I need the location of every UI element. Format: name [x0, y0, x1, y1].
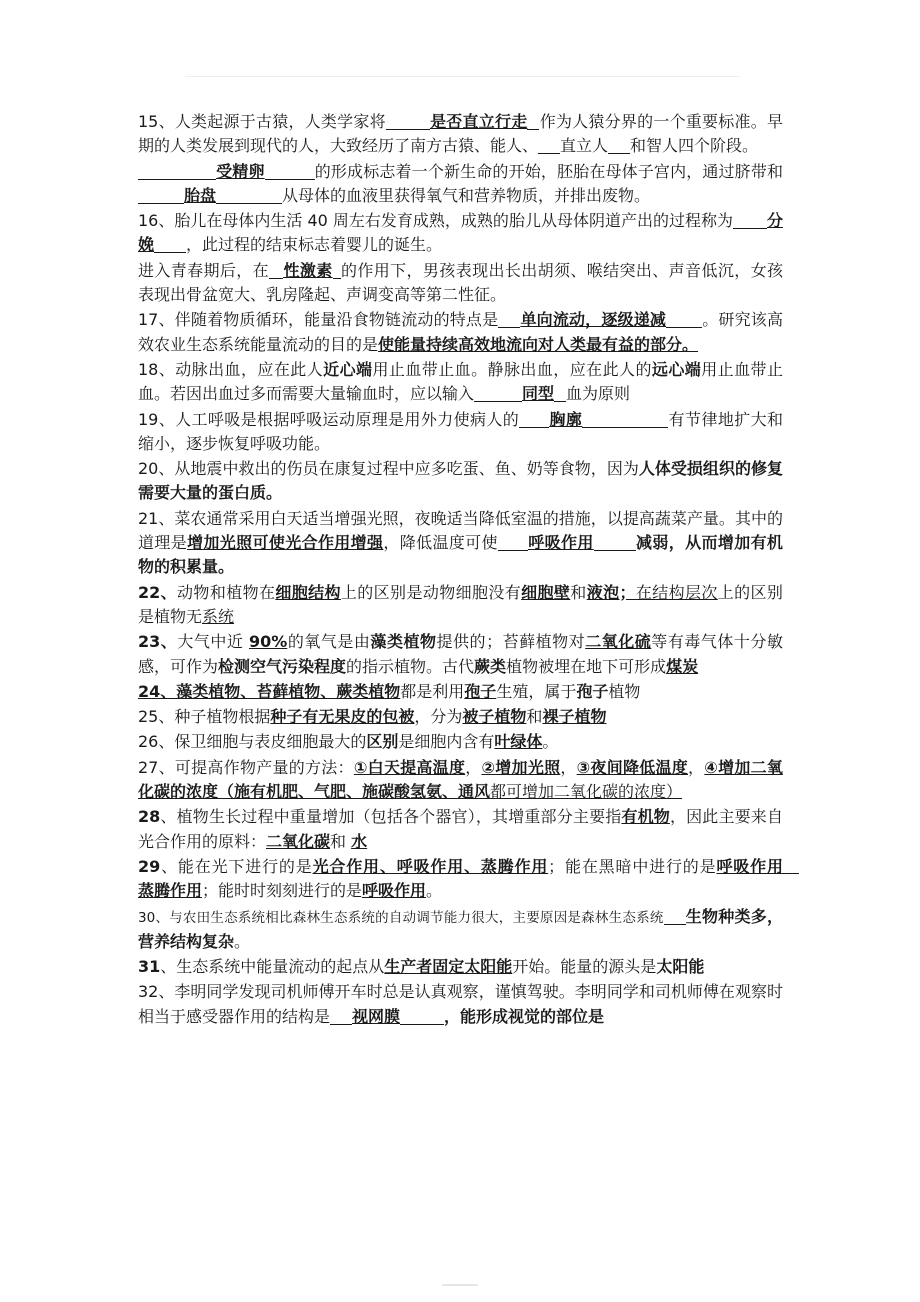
answer-text: 31 — [138, 957, 161, 977]
question-text: 从母体的血液里获得氧气和营养物质，并排出废物。 — [282, 185, 651, 205]
question-text: 的指示植物。古代 — [346, 656, 475, 676]
answer-text: 光合作用、呼吸作用、蒸腾作用 — [312, 856, 549, 876]
question-text: 19、人工呼吸是根据呼吸运动原理是用外力使病人的 — [138, 409, 520, 429]
question-paragraph — [138, 756, 783, 805]
answer-blank — [138, 187, 184, 204]
answer-text: 呼吸作用 蒸腾作用 — [138, 856, 799, 901]
document-body — [138, 110, 799, 1030]
answer-text: 被子植物 — [462, 707, 527, 727]
answer-text: ③夜间降低温度 — [576, 757, 689, 777]
question-text: 的作用下，男孩表现出长出胡须、喉结突出、声音低沉，女孩表现出骨盆宽大、乳房隆起、声调变高等第二性征。 — [138, 260, 783, 305]
answer-blank — [519, 411, 549, 428]
answer-blank — [333, 262, 341, 279]
answer-blank — [554, 385, 566, 402]
answer-text: 受精卵 — [216, 161, 265, 181]
question-paragraph — [138, 730, 783, 754]
question-text: ，此过程的结束标志着婴儿的诞生。 — [186, 235, 443, 255]
answer-text: 区别 — [366, 732, 399, 752]
question-text: 26、保卫细胞与表皮细胞最大的 — [138, 732, 367, 752]
question-text: 的氧气是由 — [287, 632, 371, 652]
answer-text: 孢子 — [576, 681, 609, 701]
question-text: ；能时时刻刻进行的是 — [202, 881, 363, 901]
answer-text: 单向流动，逐级递减 — [520, 310, 667, 330]
question-paragraph — [138, 680, 783, 704]
question-text: 用止血带止血。若因出血过多而需要大量输血时，应以输入 — [138, 359, 783, 404]
question-text: 进入青春期后，在 — [138, 260, 270, 280]
question-text: 、生态系统中能量流动的起点从 — [160, 957, 385, 977]
answer-blank — [269, 262, 283, 279]
answer-text: 煤炭 — [666, 656, 699, 676]
question-text: 20、从地震中救出的伤员在康复过程中应多吃蛋、鱼、奶等食物，因为 — [138, 459, 639, 479]
answer-text: 光合作用增强 — [285, 533, 384, 553]
answer-text: 叶绿体 — [494, 732, 543, 752]
answer-blank — [154, 236, 186, 253]
answer-text: ，能形成视觉的部位是 — [444, 1006, 605, 1026]
question-text: 。 — [234, 931, 251, 951]
question-text: 有节律地扩大和缩小，逐步恢复呼吸功能。 — [138, 409, 783, 453]
question-text: 上的区别是植物无 — [138, 582, 783, 626]
answer-blank — [498, 534, 528, 551]
question-text: ，分为 — [414, 707, 463, 727]
answer-text: 生产者固定太阳能 — [384, 957, 513, 977]
answer-blank — [330, 1008, 352, 1025]
question-paragraph — [138, 259, 783, 308]
question-text: 是细胞内含有 — [398, 732, 495, 752]
answer-text: 减弱，从而增加有机物的积累量。 — [138, 533, 783, 577]
question-paragraph — [138, 805, 783, 854]
question-paragraph — [138, 408, 783, 457]
answer-text: 二氧化碳 — [266, 831, 331, 851]
question-text: 动物和植物在 — [177, 582, 276, 602]
question-text: 等有毒气体十分敏感，可作为 — [138, 632, 783, 676]
answer-text: 胎盘 — [184, 185, 217, 205]
answer-blank — [666, 311, 702, 328]
question-text: 32、李明同学发现司机师傅开车时总是认真观察，谨慎驾驶。李明同学和司机师傅在观察时相当于感受器作用的结构是 — [138, 982, 783, 1026]
question-paragraph — [138, 308, 783, 357]
question-text: ，降低温度可使 — [383, 533, 498, 553]
question-text: ；能在黑暗中进行的是 — [548, 856, 717, 876]
answer-blank — [474, 385, 522, 402]
question-paragraph — [138, 955, 783, 979]
answer-text: 28 — [138, 807, 161, 827]
question-paragraph — [138, 160, 783, 209]
answer-text: 使能量持续高效地流向对人类最有益的部分。 — [378, 334, 699, 354]
question-text: 作为人猿分界的一个重要标准。早期的人类发展到现代的人，大致经历了南方古猿、能人、 — [138, 112, 783, 156]
question-text: 都是利用 — [400, 681, 465, 701]
question-text: 在结构层次 — [635, 582, 718, 602]
question-text: 、植物生长过程中重量增加（包括各个器官），其增重部分主要指 — [160, 807, 622, 827]
answer-text: 22、 — [138, 582, 178, 602]
answer-text: 29 — [138, 856, 161, 876]
answer-blank — [400, 1008, 444, 1025]
answer-text: 远心端 — [651, 359, 702, 379]
answer-text: 视网膜 — [352, 1006, 401, 1026]
question-text: 18、动脉出血，应在此人 — [138, 359, 324, 379]
question-paragraph — [138, 980, 783, 1029]
answer-blank — [608, 137, 630, 154]
question-text: 开始。能量的源头是 — [512, 957, 657, 977]
answer-blank — [138, 163, 216, 180]
answer-text: 是否直立行走 — [429, 112, 528, 131]
question-paragraph — [138, 110, 783, 159]
answer-blank — [386, 113, 430, 130]
question-text: 。研究该高效农业生态系统能量流动的目的是 — [138, 310, 783, 354]
answer-text: ①白天提高温度 — [353, 757, 466, 777]
answer-text: 种子有无果皮的包被 — [270, 707, 415, 727]
answer-text: 细胞结构 — [275, 582, 341, 602]
answer-blank — [498, 311, 520, 328]
answer-text: 性激素 — [283, 260, 333, 280]
question-text: 和 — [330, 831, 352, 851]
answer-text: 23、 — [138, 632, 178, 652]
question-text: 21、菜农通常采用白天适当增强光照，夜晚适当降低室温的措施，以提高蔬菜产量。其中的道理是 — [138, 508, 783, 553]
answer-text: 检测空气污染程度 — [218, 656, 347, 676]
question-text: 25、种子植物根据 — [138, 707, 271, 727]
answer-text: 增加光照可使 — [187, 533, 286, 553]
answer-blank — [265, 163, 315, 180]
question-text: 和 — [570, 582, 587, 602]
answer-text: 呼吸作用 — [362, 881, 427, 901]
answer-text: ④增加二氧化碳的浓度（施有机肥、气肥、施碳酸氢氨、通风 — [138, 757, 783, 802]
question-text: 30、与农田生态系统相比森林生态系统的自动调节能力很大，主要原因是森林生态系统 — [138, 909, 664, 926]
answer-text: 细胞壁 — [521, 582, 571, 602]
question-text: 植物被埋在地下可形成 — [506, 656, 667, 676]
question-text: 16、胎儿在母体内生活 40 周左右发育成熟，成熟的胎儿从母体阴道产出的过程称为 — [138, 211, 733, 231]
answer-text: 裸子植物 — [542, 707, 607, 727]
answer-text: 孢子 — [464, 681, 497, 701]
question-text: 用止血带止血。静脉出血，应在此人的 — [372, 359, 652, 379]
question-paragraph — [138, 905, 783, 955]
answer-text: ②增加光照 — [481, 757, 561, 777]
question-text: 植物 — [608, 681, 641, 701]
answer-text: 近心端 — [323, 359, 373, 379]
answer-blank — [664, 908, 686, 925]
answer-text: 生物种类多，营养结构复杂 — [138, 906, 783, 951]
answer-text: 90% — [249, 632, 288, 652]
question-text: 上的区别是动物细胞没有 — [340, 582, 522, 602]
question-paragraph — [138, 457, 783, 506]
question-text: 大气中近 — [177, 632, 249, 652]
answer-text: 蕨类 — [474, 656, 507, 676]
question-text: 27、可提高作物产量的方法： — [138, 757, 354, 777]
question-text: 和 — [526, 707, 543, 727]
answer-text: 分娩 — [138, 211, 783, 255]
answer-blank — [216, 187, 282, 204]
answer-blank — [733, 212, 767, 229]
answer-text: 太阳能 — [656, 957, 705, 977]
question-paragraph — [138, 630, 783, 679]
answer-text: 呼吸作用 — [527, 533, 594, 553]
answer-blank — [594, 534, 636, 551]
question-paragraph — [138, 855, 799, 904]
question-text: 和智人四个阶段。 — [630, 136, 759, 156]
question-text: 15、人类起源于古猿，人类学家将 — [138, 112, 386, 131]
answer-text: 有机物 — [621, 807, 670, 827]
question-paragraph — [138, 209, 783, 258]
question-text: 17、伴随着物质循环，能量沿食物链流动的特点是 — [138, 310, 499, 330]
answer-text: 24、藻类植物、苔藓植物、蕨类植物 — [138, 681, 401, 701]
question-text: 直立人 — [560, 136, 609, 156]
question-text: 。 — [542, 732, 559, 752]
question-text: 血为原则 — [566, 384, 631, 404]
question-text: 、能在光下进行的是 — [160, 856, 313, 876]
question-paragraph — [138, 705, 783, 729]
question-text: 都可增加二氧化碳的浓度） — [490, 782, 683, 802]
question-text: 系统 — [202, 606, 235, 626]
footer-mark — [442, 1284, 478, 1286]
answer-text: 胸廓 — [549, 409, 583, 429]
question-paragraph — [138, 581, 783, 630]
answer-text: 藻类植物 — [370, 632, 437, 652]
question-text: ，因此主要来自光合作用的原料： — [138, 807, 783, 851]
question-text: 的形成标志着一个新生命的开始，胚胎在母体子宫内，通过脐带和 — [314, 161, 783, 181]
answer-text: 二氧化硫 — [585, 632, 652, 652]
question-text: 。 — [426, 881, 443, 901]
answer-blank — [527, 113, 539, 130]
answer-text: 水 — [351, 831, 368, 851]
answer-blank — [582, 411, 668, 428]
answer-blank — [538, 137, 560, 154]
question-text: ， — [688, 757, 705, 777]
answer-text: 人体受损组织的修复需要大量的蛋白质。 — [138, 459, 783, 503]
question-paragraph — [138, 358, 783, 407]
question-text: ， — [465, 757, 482, 777]
answer-text: 液泡； — [586, 582, 636, 602]
question-paragraph — [138, 507, 783, 580]
header-rule — [185, 76, 740, 77]
question-text: 提供的；苔藓植物对 — [436, 632, 586, 652]
answer-text: 同型 — [522, 384, 555, 404]
question-text: ， — [560, 757, 577, 777]
question-text: 生殖，属于 — [496, 681, 577, 701]
